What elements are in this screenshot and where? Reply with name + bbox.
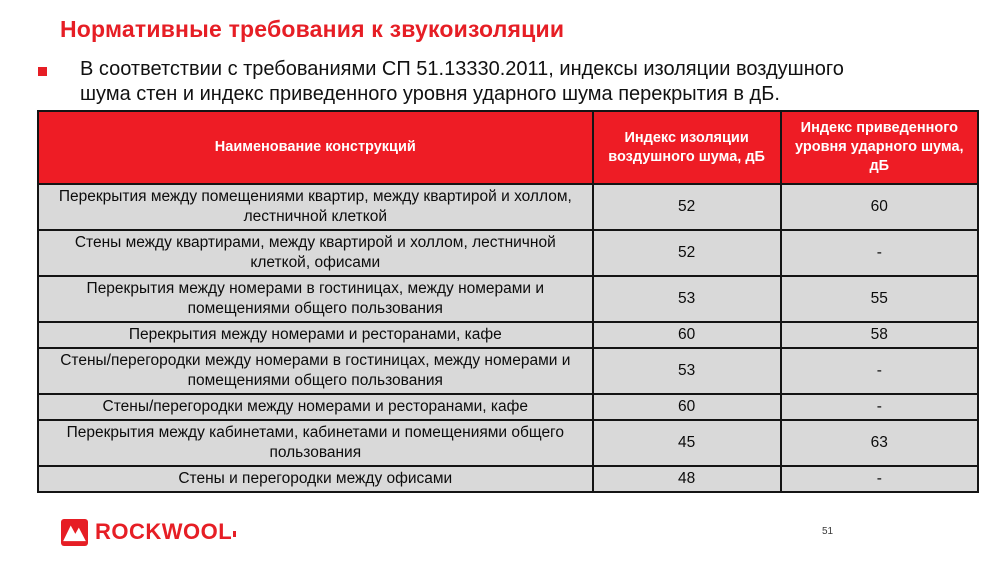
airborne-index-cell: 48 (593, 466, 781, 492)
table-header-row (38, 111, 978, 184)
construction-name-cell: Стены/перегородки между номерами и ресторанами, кафе (38, 394, 593, 420)
table-row (38, 230, 978, 276)
impact-index-cell: - (781, 394, 978, 420)
table-row (38, 466, 978, 492)
airborne-index-cell: 52 (593, 230, 781, 276)
header-impact-index: Индекс приведенного уровня ударного шума, дБ (781, 111, 978, 184)
page-title: Нормативные требования к звукоизоляции (60, 16, 565, 42)
sound-insulation-table (37, 110, 979, 493)
impact-index-cell: - (781, 348, 978, 394)
header-airborne-index: Индекс изоляции воздушного шума, дБ (593, 111, 781, 184)
mountain-peaks-icon (61, 519, 88, 546)
bullet-text (80, 57, 968, 107)
table-row (38, 420, 978, 466)
trademark-tick-icon (233, 531, 236, 537)
impact-index-cell: 55 (781, 276, 978, 322)
airborne-index-cell: 52 (593, 184, 781, 230)
construction-name-cell: Перекрытия между кабинетами, кабинетами и помещениями общего пользования (38, 420, 593, 466)
table-row (38, 348, 978, 394)
table-row (38, 394, 978, 420)
rockwool-logo (61, 519, 236, 546)
table-body (38, 184, 978, 492)
bullet-text-line: шума стен и индекс приведенного уровня ударного шума перекрытия в дБ. (80, 83, 780, 105)
construction-name-cell: Перекрытия между помещениями квартир, между квартирой и холлом, лестничной клеткой (38, 184, 593, 230)
airborne-index-cell: 60 (593, 322, 781, 348)
impact-index-cell: 60 (781, 184, 978, 230)
table-header (38, 111, 978, 184)
airborne-index-cell: 53 (593, 276, 781, 322)
page-number: 51 (822, 526, 834, 537)
airborne-index-cell: 53 (593, 348, 781, 394)
table-row (38, 276, 978, 322)
construction-name-cell: Перекрытия между номерами в гостиницах, между номерами и помещениями общего пользования (38, 276, 593, 322)
bullet-square-icon (38, 67, 47, 76)
construction-name-cell: Стены/перегородки между номерами в гостиницах, между номерами и помещениями общего пользования (38, 348, 593, 394)
impact-index-cell: 58 (781, 322, 978, 348)
impact-index-cell: 63 (781, 420, 978, 466)
impact-index-cell: - (781, 466, 978, 492)
table-row (38, 322, 978, 348)
construction-name-cell: Перекрытия между номерами и ресторанами, кафе (38, 322, 593, 348)
table-row (38, 184, 978, 230)
bullet-item (38, 57, 968, 107)
rockwool-wordmark: ROCKWOOL (95, 518, 233, 544)
bullet-text-line: В соответствии с требованиями СП 51.13330.2011, индексы изоляции воздушного (80, 58, 844, 80)
construction-name-cell: Стены между квартирами, между квартирой и холлом, лестничной клеткой, офисами (38, 230, 593, 276)
airborne-index-cell: 60 (593, 394, 781, 420)
airborne-index-cell: 45 (593, 420, 781, 466)
construction-name-cell: Стены и перегородки между офисами (38, 466, 593, 492)
impact-index-cell: - (781, 230, 978, 276)
header-construction-name: Наименование конструкций (38, 111, 593, 184)
